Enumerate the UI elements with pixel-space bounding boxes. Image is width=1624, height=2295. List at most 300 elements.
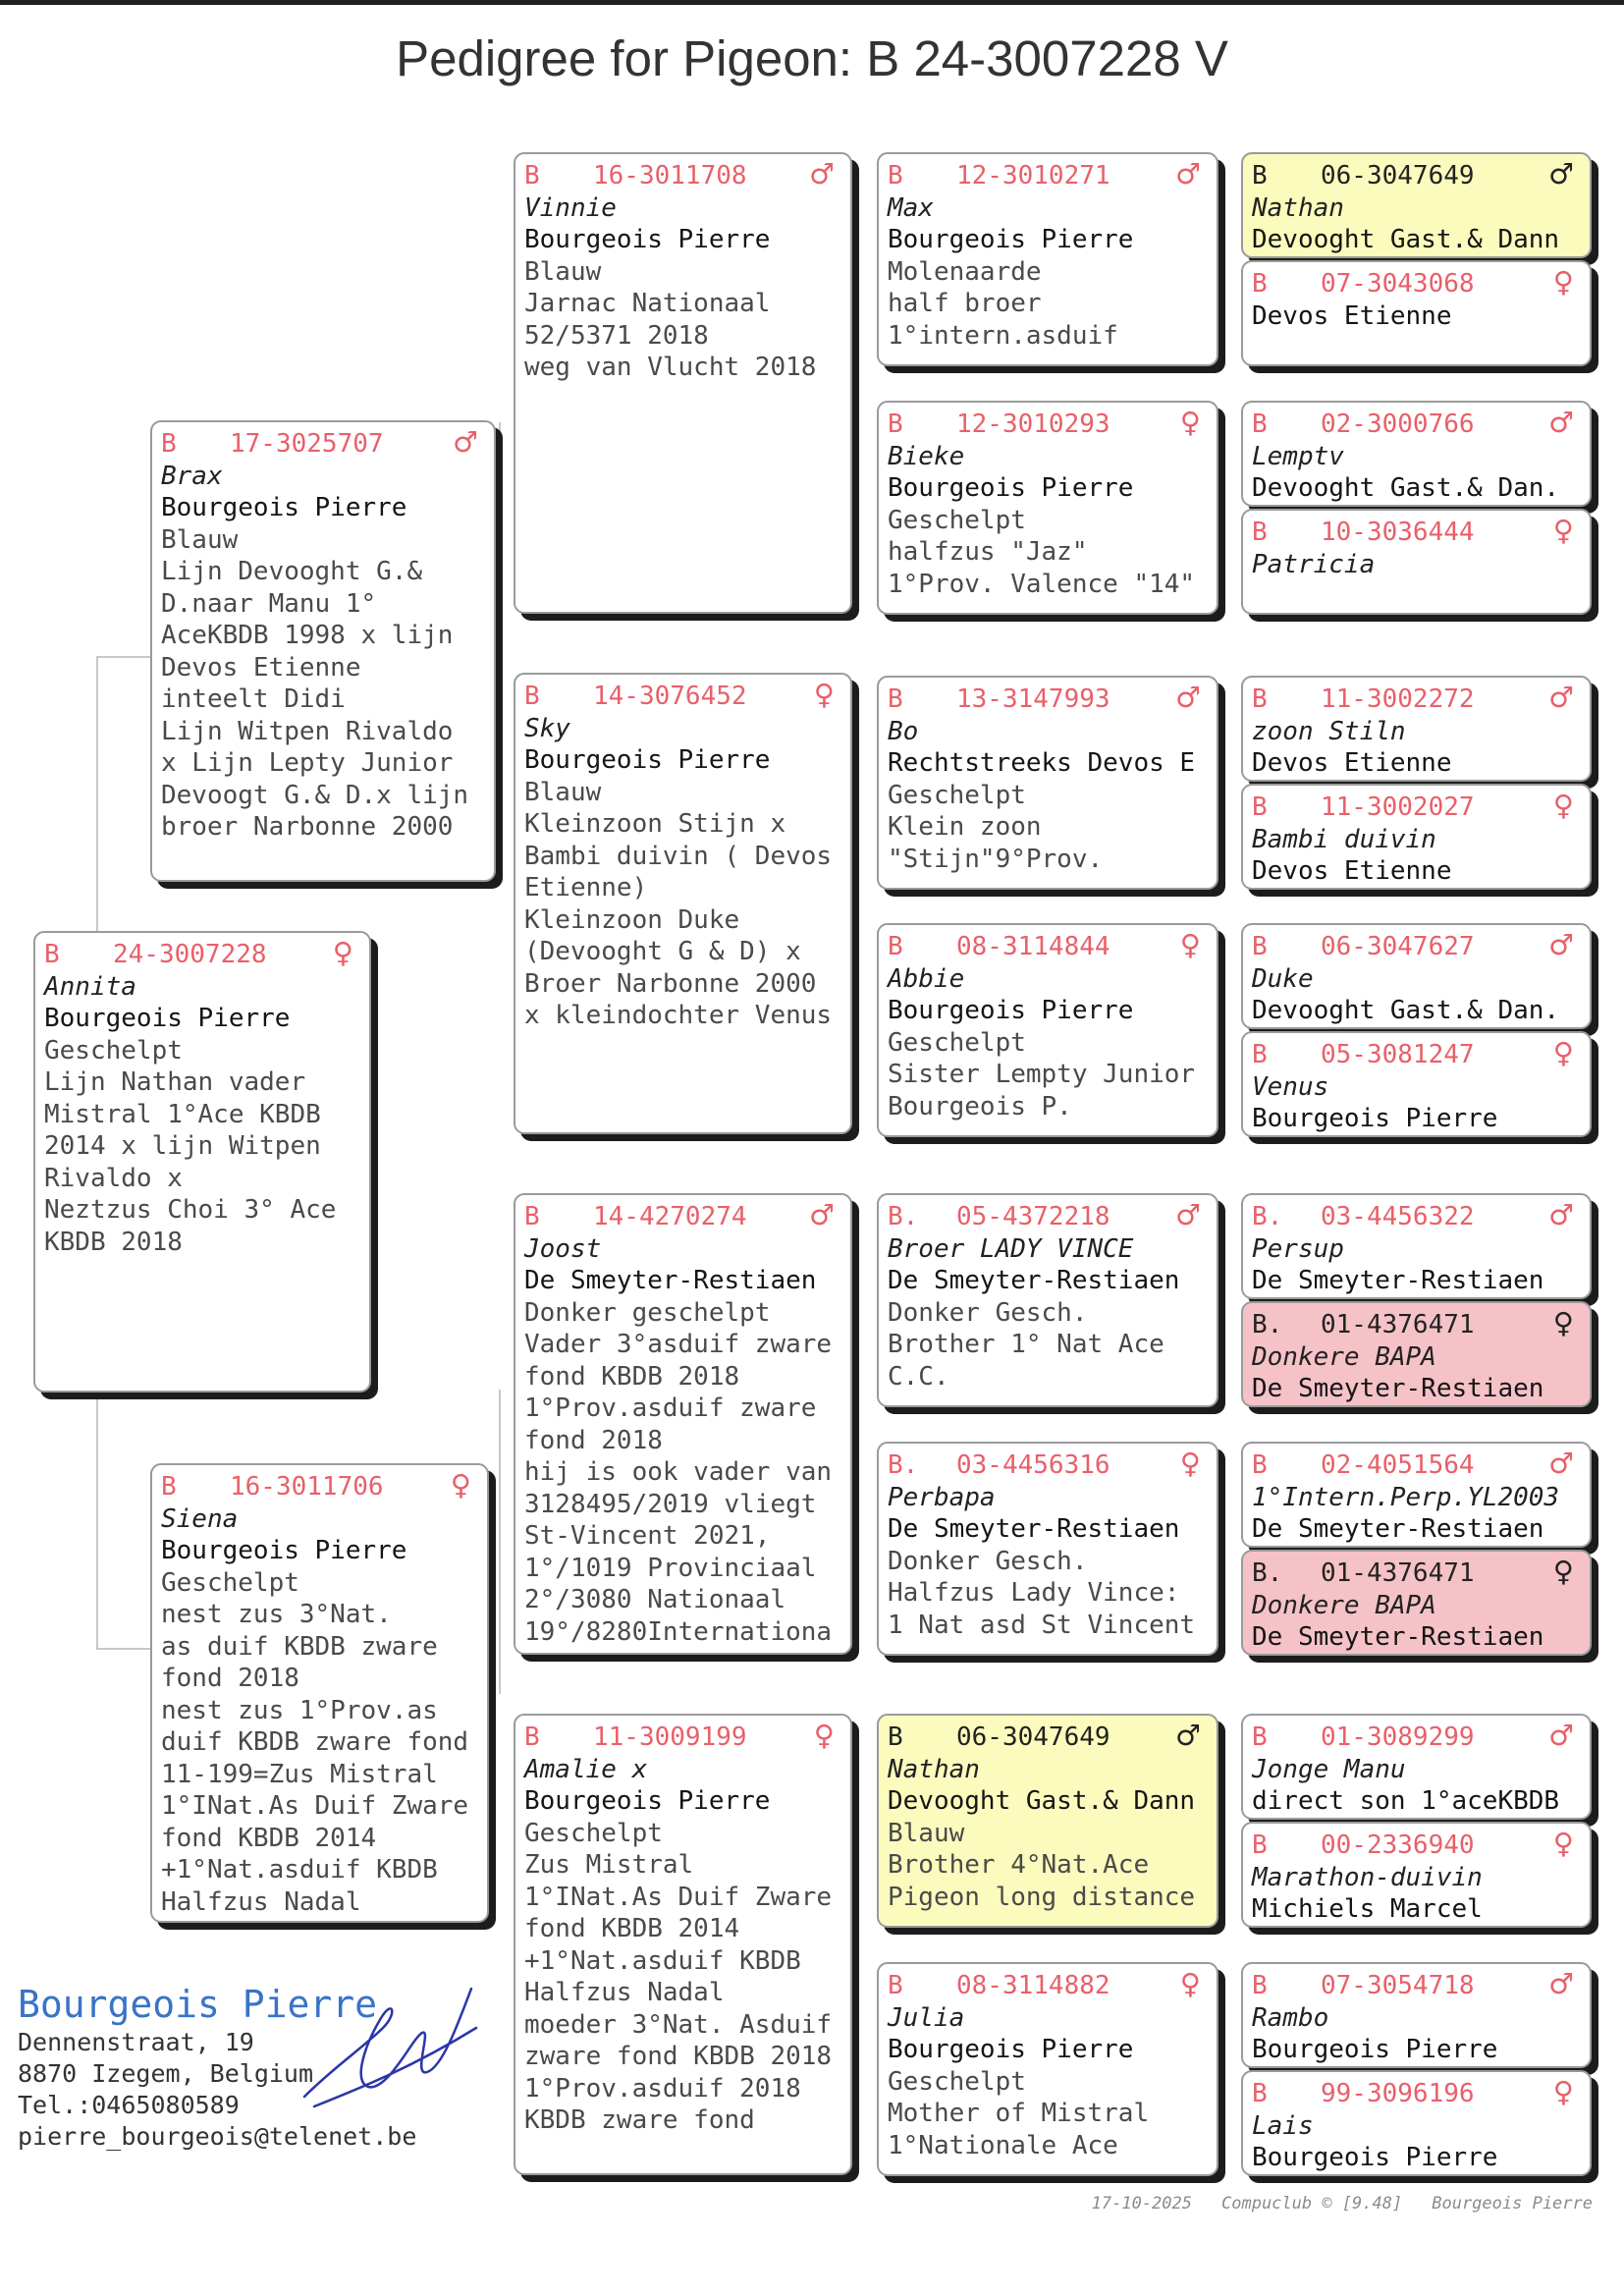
pigeon-owner: Bourgeois Pierre [524, 225, 771, 254]
print-date: 17-10-2025 [1091, 2194, 1192, 2213]
country-code: B [1252, 161, 1268, 191]
pigeon-card[interactable] [1241, 260, 1592, 366]
country-code: B. [888, 1450, 919, 1480]
pigeon-card[interactable] [1241, 1193, 1592, 1299]
pigeon-name: Rambo [1252, 2002, 1329, 2033]
pigeon-info-line: Geschelpt [888, 2066, 1026, 2097]
pigeon-name: Persup [1252, 1233, 1344, 1264]
ring-number: 12-3010271 [956, 161, 1110, 191]
pigeon-info-line: Molenaarde [888, 256, 1042, 287]
card-header [1252, 928, 1582, 963]
pigeon-owner: Bourgeois Pierre [888, 473, 1134, 503]
ring-number: 02-4051564 [1321, 1450, 1475, 1480]
pigeon-name: Perbapa [888, 1482, 996, 1512]
card-header [1252, 265, 1582, 301]
sex-symbol-icon: ♀ [1552, 265, 1574, 299]
card-header [1252, 1967, 1582, 2002]
country-code: B [1252, 518, 1268, 547]
sex-symbol-icon: ♀ [1179, 928, 1201, 961]
pigeon-name: Vinnie [524, 192, 617, 223]
pigeon-info-line: fond 2018 [524, 1425, 663, 1455]
pigeon-owner: De Smeyter-Restiaen [524, 1266, 817, 1295]
pigeon-info-line: C.C. [888, 1361, 949, 1392]
sex-symbol-icon: ♂ [1175, 1719, 1201, 1752]
pigeon-info-line: Geschelpt [888, 780, 1026, 810]
pigeon-info-line: moeder 3°Nat. Asduif [524, 2009, 833, 2040]
pigeon-info-line: Geschelpt [888, 1027, 1026, 1058]
sex-symbol-icon: ♀ [1552, 1036, 1574, 1069]
ring-number: 05-3081247 [1321, 1040, 1475, 1069]
connector-line [96, 656, 98, 933]
pigeon-name: Abbie [888, 963, 965, 994]
pigeon-info-line: Lijn Witpen Rivaldo [161, 716, 454, 746]
pigeon-owner: De Smeyter-Restiaen [1252, 1374, 1544, 1403]
card-header [1252, 1036, 1582, 1071]
sex-symbol-icon: ♂ [453, 425, 478, 459]
sex-symbol-icon: ♀ [1552, 2075, 1574, 2108]
software-credit: Compuclub © [9.48] [1221, 2194, 1403, 2213]
pigeon-name: Marathon-duivin [1252, 1862, 1483, 1892]
pigeon-info-line: (Devooght G & D) x [524, 937, 801, 966]
pigeon-info-line: AceKBDB 1998 x lijn [161, 621, 454, 650]
pigeon-name: Lemptv [1252, 441, 1344, 471]
pigeon-owner: Devooght Gast.& Dann [888, 1786, 1196, 1816]
pigeon-card[interactable] [1241, 1714, 1592, 1820]
pigeon-card[interactable] [514, 1714, 852, 2175]
sex-symbol-icon: ♂ [1175, 157, 1201, 191]
country-code: B [1252, 684, 1268, 714]
pigeon-name: Jonge Manu [1252, 1754, 1406, 1784]
pigeon-info-line: Jarnac Nationaal [524, 289, 771, 318]
pigeon-info-line: Sister Lempty Junior [888, 1060, 1196, 1089]
pigeon-name: Brax [161, 461, 223, 491]
footer-owner: Bourgeois Pierre [1432, 2194, 1593, 2213]
sex-symbol-icon: ♂ [809, 1198, 835, 1231]
pigeon-info-line: fond KBDB 2014 [161, 1823, 377, 1853]
pigeon-info-line: Bambi duivin ( Devos [524, 841, 833, 871]
pigeon-owner: Bourgeois Pierre [888, 2035, 1134, 2064]
connector-line [96, 656, 151, 658]
pigeon-info-line: fond KBDB 2018 [524, 1361, 740, 1392]
card-header [524, 1198, 842, 1233]
card-header [1252, 2075, 1582, 2110]
card-header [524, 1721, 842, 1754]
sex-symbol-icon: ♂ [809, 157, 835, 191]
country-code: B [1252, 1040, 1268, 1069]
pigeon-name: Amalie x [524, 1754, 648, 1784]
pigeon-name: Venus [1252, 1071, 1329, 1102]
pigeon-info-line: nest zus 1°Prov.as [161, 1695, 438, 1725]
breeder-phone: Tel.:0465080589 [18, 2091, 240, 2119]
sex-symbol-icon: ♀ [332, 936, 353, 969]
card-header [1252, 1306, 1582, 1341]
pigeon-info-line: Kleinzoon Duke [524, 904, 740, 935]
pigeon-info-line: Bourgeois P. [888, 1091, 1072, 1121]
sex-symbol-icon: ♀ [1552, 1306, 1574, 1339]
pigeon-card[interactable] [877, 1442, 1218, 1656]
ring-number: 11-3002272 [1321, 684, 1475, 714]
pigeon-info-line: 1°Prov.asduif 2018 [524, 2073, 801, 2104]
ring-number: 03-4456316 [956, 1450, 1110, 1480]
pigeon-card[interactable] [150, 1463, 489, 1923]
pigeon-name: 1°Intern.Perp.YL2003 [1252, 1482, 1560, 1512]
pigeon-info-line: Broer Narbonne 2000 [524, 968, 817, 999]
pigeon-info-line: 1°INat.As Duif Zware [161, 1791, 469, 1821]
pigeon-info-line: halfzus "Jaz" [888, 537, 1088, 567]
ring-number: 01-4376471 [1321, 1310, 1475, 1339]
pigeon-info-line: Halfzus Nadal [524, 1978, 725, 2007]
pigeon-card[interactable] [877, 401, 1218, 615]
pigeon-info-line: 1 Nat asd St Vincent [888, 1610, 1196, 1640]
pigeon-info-line: Blauw [524, 777, 602, 807]
country-code: B [1252, 1450, 1268, 1480]
pigeon-name: Duke [1252, 963, 1314, 994]
ring-number: 16-3011706 [230, 1472, 384, 1502]
pigeon-name: Julia [888, 2002, 965, 2033]
pigeon-name: Joost [524, 1233, 602, 1264]
pigeon-info-line: Geschelpt [161, 1567, 299, 1598]
ring-number: 07-3054718 [1321, 1971, 1475, 2000]
pigeon-info-line: "Stijn"9°Prov. [888, 844, 1104, 874]
pigeon-info-line: 1°intern.asduif [888, 320, 1118, 351]
pigeon-name: Lais [1252, 2110, 1314, 2141]
card-header [1252, 514, 1582, 549]
sex-symbol-icon: ♂ [1548, 1719, 1574, 1752]
card-header [1252, 683, 1582, 716]
pigeon-name: Donkere BAPA [1252, 1341, 1436, 1372]
ring-number: 05-4372218 [956, 1202, 1110, 1231]
pigeon-owner: De Smeyter-Restiaen [888, 1266, 1180, 1295]
country-code: B [888, 410, 903, 439]
pigeon-card[interactable] [514, 673, 852, 1134]
pigeon-info-line: 1°Nationale Ace [888, 2130, 1118, 2160]
pigeon-info-line: half broer [888, 289, 1042, 318]
pigeon-info-line: Pigeon long distance [888, 1882, 1196, 1912]
pigeon-name: zoon Stiln [1252, 716, 1406, 746]
pigeon-info-line: +1°Nat.asduif KBDB [524, 1945, 801, 1976]
pigeon-card[interactable] [877, 676, 1218, 890]
pigeon-info-line: Halfzus Lady Vince: [888, 1578, 1180, 1608]
pigeon-info-line: Rivaldo x [44, 1163, 183, 1193]
sex-symbol-icon: ♀ [1179, 1447, 1201, 1480]
sex-symbol-icon: ♂ [1548, 1198, 1574, 1231]
country-code: B. [1252, 1558, 1283, 1588]
pigeon-info-line: zware fond KBDB 2018 [524, 2042, 833, 2071]
ring-number: 13-3147993 [956, 684, 1110, 714]
sex-symbol-icon: ♂ [1548, 928, 1574, 961]
pigeon-card[interactable] [1241, 2070, 1592, 2176]
pigeon-info-line: Etienne) [524, 873, 648, 902]
pigeon-info-line: Vader 3°asduif zware [524, 1330, 833, 1359]
card-header [888, 157, 1209, 192]
connector-line [96, 1385, 98, 1650]
pigeon-card[interactable] [877, 1714, 1218, 1928]
pigeon-info-line: 2°/3080 Nationaal [524, 1585, 786, 1614]
pigeon-info-line: weg van Vlucht 2018 [524, 353, 817, 382]
pigeon-info-line: KBDB 2018 [44, 1227, 183, 1257]
ring-number: 03-4456322 [1321, 1202, 1475, 1231]
pigeon-info-line: hij is ook vader van [524, 1457, 833, 1487]
pigeon-info-line: Donker Gesch. [888, 1546, 1088, 1576]
country-code: B [888, 1722, 903, 1752]
pigeon-owner: Bourgeois Pierre [1252, 1104, 1498, 1133]
card-header [888, 1721, 1209, 1754]
card-header [44, 936, 361, 971]
pigeon-info-line: nest zus 3°Nat. [161, 1600, 392, 1629]
country-code: B [44, 940, 60, 969]
ring-number: 08-3114844 [956, 932, 1110, 961]
pigeon-card[interactable] [1241, 1442, 1592, 1548]
pigeon-owner: Devooght Gast.& Dann [1252, 225, 1560, 254]
pigeon-name: Bambi duivin [1252, 824, 1436, 854]
pigeon-owner: Bourgeois Pierre [161, 493, 407, 522]
pigeon-owner: Rechtstreeks Devos E [888, 748, 1196, 778]
breeder-city: 8870 Izegem, Belgium [18, 2059, 314, 2088]
pigeon-card[interactable] [1241, 509, 1592, 615]
pigeon-owner: Bourgeois Pierre [888, 225, 1134, 254]
sex-symbol-icon: ♀ [1552, 1827, 1574, 1860]
card-header [1252, 1198, 1582, 1233]
ring-number: 01-4376471 [1321, 1558, 1475, 1588]
ring-number: 06-3047649 [956, 1722, 1110, 1752]
country-code: B. [888, 1202, 919, 1231]
pigeon-owner: De Smeyter-Restiaen [1252, 1622, 1544, 1652]
pigeon-info-line: +1°Nat.asduif KBDB [161, 1855, 438, 1885]
pigeon-card[interactable] [877, 923, 1218, 1137]
breeder-email: pierre_bourgeois@telenet.be [18, 2122, 417, 2151]
pigeon-owner: Devos Etienne [1252, 301, 1452, 331]
card-header [161, 1468, 479, 1503]
breeder-street: Dennenstraat, 19 [18, 2028, 254, 2056]
card-header [524, 678, 842, 713]
pigeon-card[interactable] [1241, 923, 1592, 1029]
pigeon-card[interactable] [1241, 676, 1592, 782]
card-header [1252, 1827, 1582, 1862]
pigeon-owner: Michiels Marcel [1252, 1894, 1483, 1924]
pigeon-info-line: fond KBDB 2014 [524, 1914, 740, 1943]
ring-number: 11-3002027 [1321, 792, 1475, 822]
pigeon-info-line: fond 2018 [161, 1664, 299, 1693]
ring-number: 14-3076452 [593, 682, 747, 711]
pigeon-info-line: Brother 4°Nat.Ace [888, 1850, 1150, 1880]
ring-number: 06-3047627 [1321, 932, 1475, 961]
ring-number: 01-3089299 [1321, 1722, 1475, 1752]
pigeon-info-line: Donker Gesch. [888, 1297, 1088, 1328]
pigeon-info-line: Lijn Devooght G.& [161, 557, 423, 586]
pigeon-info-line: Geschelpt [888, 505, 1026, 535]
pigeon-owner: Devooght Gast.& Dan. [1252, 996, 1560, 1025]
pigeon-info-line: Mistral 1°Ace KBDB [44, 1099, 321, 1129]
sex-symbol-icon: ♂ [1548, 406, 1574, 439]
pigeon-card[interactable] [1241, 152, 1592, 258]
card-header [888, 1967, 1209, 2002]
pigeon-name: Sky [524, 713, 570, 743]
pigeon-info-line: duif KBDB zware fond [161, 1727, 469, 1757]
pigeon-info-line: KBDB zware fond [524, 2105, 755, 2135]
card-header [888, 1449, 1209, 1482]
pigeon-card[interactable] [33, 931, 371, 1393]
pigeon-card[interactable] [1241, 784, 1592, 890]
card-header [1252, 406, 1582, 441]
pigeon-info-line: as duif KBDB zware [161, 1631, 438, 1662]
pigeon-name: Nathan [888, 1754, 980, 1784]
pigeon-name: Bieke [888, 441, 965, 471]
pigeon-info-line: 19°/8280Internationa [524, 1616, 833, 1647]
country-code: B. [1252, 1310, 1283, 1339]
country-code: B [161, 429, 177, 459]
pigeon-info-line: D.naar Manu 1° [161, 588, 377, 619]
ring-number: 00-2336940 [1321, 1831, 1475, 1860]
sex-symbol-icon: ♂ [1548, 1967, 1574, 2000]
ring-number: 17-3025707 [230, 429, 384, 459]
pigeon-card[interactable] [877, 1193, 1218, 1407]
pigeon-card[interactable] [1241, 1550, 1592, 1656]
pigeon-info-line: 1°Prov.asduif zware [524, 1393, 817, 1423]
card-header [888, 406, 1209, 441]
card-header [888, 683, 1209, 716]
pigeon-info-line: Geschelpt [44, 1035, 183, 1066]
card-header [1252, 1449, 1582, 1482]
card-header [888, 928, 1209, 963]
country-code: B [1252, 932, 1268, 961]
pigeon-card[interactable] [1241, 1301, 1592, 1407]
pigeon-info-line: x Lijn Lepty Junior [161, 748, 454, 778]
pigeon-owner: De Smeyter-Restiaen [888, 1514, 1180, 1544]
pigeon-info-line: Geschelpt [524, 1818, 663, 1848]
country-code: B [1252, 1971, 1268, 2000]
pigeon-info-line: Blauw [524, 256, 602, 287]
pigeon-info-line: Devos Etienne [161, 652, 361, 683]
pigeon-info-line: Brother 1° Nat Ace [888, 1330, 1164, 1359]
ring-number: 12-3010293 [956, 410, 1110, 439]
ring-number: 08-3114882 [956, 1971, 1110, 2000]
pigeon-info-line: Zus Mistral [524, 1850, 694, 1880]
pigeon-info-line: 2014 x lijn Witpen [44, 1131, 321, 1161]
pigeon-owner: Devos Etienne [1252, 856, 1452, 886]
sex-symbol-icon: ♂ [1175, 681, 1201, 714]
pigeon-info-line: Neztzus Choi 3° Ace [44, 1195, 337, 1225]
ring-number: 02-3000766 [1321, 410, 1475, 439]
breeder-name: Bourgeois Pierre [18, 1983, 378, 2026]
country-code: B [1252, 269, 1268, 299]
pigeon-card[interactable] [1241, 1822, 1592, 1928]
pigeon-info-line: 11-199=Zus Mistral [161, 1759, 438, 1789]
card-header [888, 1198, 1209, 1233]
pigeon-owner: De Smeyter-Restiaen [1252, 1266, 1544, 1295]
pigeon-name: Nathan [1252, 192, 1344, 223]
country-code: B [524, 161, 540, 191]
sex-symbol-icon: ♀ [1552, 789, 1574, 822]
pigeon-owner: direct son 1°aceKBDB [1252, 1786, 1560, 1816]
pigeon-owner: Bourgeois Pierre [1252, 2143, 1498, 2172]
pigeon-owner: De Smeyter-Restiaen [1252, 1514, 1544, 1544]
sex-symbol-icon: ♂ [1548, 681, 1574, 714]
card-header [1252, 157, 1582, 192]
footer [1062, 2194, 1593, 2213]
connector-line [499, 1390, 501, 1694]
pigeon-name: Donkere BAPA [1252, 1590, 1436, 1620]
pigeon-info-line: Halfzus Nadal [161, 1886, 361, 1917]
pigeon-info-line: 52/5371 2018 [524, 320, 709, 351]
connector-line [96, 1648, 151, 1650]
pigeon-card[interactable] [1241, 401, 1592, 507]
pigeon-owner: Bourgeois Pierre [44, 1004, 291, 1033]
pigeon-name: Annita [44, 971, 136, 1002]
pigeon-card[interactable] [1241, 1031, 1592, 1137]
pigeon-info-line: 1°Prov. Valence "14" [888, 569, 1196, 599]
page-title: Pedigree for Pigeon: B 24-3007228 V [396, 30, 1228, 86]
pigeon-name: Broer LADY VINCE [888, 1233, 1134, 1264]
top-rule [0, 0, 1624, 5]
pigeon-info-line: inteelt Didi [161, 684, 346, 714]
connector-line [499, 422, 501, 687]
pigeon-info-line: 1°INat.As Duif Zware [524, 1882, 833, 1912]
country-code: B [1252, 1831, 1268, 1860]
sex-symbol-icon: ♀ [1552, 1555, 1574, 1588]
pigeon-info-line: Lijn Nathan vader [44, 1067, 306, 1097]
country-code: B [1252, 2079, 1268, 2108]
pigeon-info-line: St-Vincent 2021, [524, 1521, 771, 1551]
country-code: B [1252, 1722, 1268, 1752]
sex-symbol-icon: ♀ [1552, 514, 1574, 547]
sex-symbol-icon: ♀ [813, 1719, 835, 1752]
pigeon-name: Max [888, 192, 934, 223]
pigeon-info-line: Blauw [161, 524, 239, 555]
sex-symbol-icon: ♀ [450, 1468, 471, 1502]
pigeon-info-line: Donker geschelpt [524, 1297, 771, 1328]
country-code: B [524, 1202, 540, 1231]
pigeon-info-line: broer Narbonne 2000 [161, 812, 454, 842]
pigeon-info-line: Blauw [888, 1818, 965, 1848]
pigeon-owner: Bourgeois Pierre [161, 1536, 407, 1565]
pigeon-info-line: Mother of Mistral [888, 2099, 1150, 2128]
card-header [524, 157, 842, 192]
card-header [1252, 1721, 1582, 1754]
pigeon-owner: Bourgeois Pierre [524, 1786, 771, 1816]
pigeon-card[interactable] [514, 152, 852, 614]
ring-number: 16-3011708 [593, 161, 747, 191]
pigeon-info-line: Devoogt G.& D.x lijn [161, 780, 469, 810]
pigeon-card[interactable] [1241, 1962, 1592, 2068]
sex-symbol-icon: ♀ [813, 678, 835, 711]
pigeon-owner: Devos Etienne [1252, 748, 1452, 778]
pigeon-owner: Devooght Gast.& Dan. [1252, 473, 1560, 503]
pigeon-card[interactable] [877, 152, 1218, 366]
card-header [1252, 789, 1582, 824]
sex-symbol-icon: ♂ [1548, 1447, 1574, 1480]
pigeon-owner: Bourgeois Pierre [524, 745, 771, 775]
country-code: B [524, 1722, 540, 1752]
pigeon-owner: Bourgeois Pierre [888, 996, 1134, 1025]
ring-number: 06-3047649 [1321, 161, 1475, 191]
country-code: B [888, 161, 903, 191]
country-code: B. [1252, 1202, 1283, 1231]
pigeon-card[interactable] [877, 1962, 1218, 2176]
pigeon-info-line: 1°/1019 Provinciaal [524, 1553, 817, 1583]
sex-symbol-icon: ♂ [1175, 1198, 1201, 1231]
pigeon-info-line: 3128495/2019 vliegt [524, 1489, 817, 1519]
card-header [161, 425, 486, 461]
country-code: B [1252, 792, 1268, 822]
ring-number: 11-3009199 [593, 1722, 747, 1752]
pigeon-card[interactable] [150, 420, 496, 882]
country-code: B [888, 932, 903, 961]
pigeon-card[interactable] [514, 1193, 852, 1655]
ring-number: 14-4270274 [593, 1202, 747, 1231]
pigeon-info-line: Kleinzoon Stijn x [524, 809, 786, 839]
sex-symbol-icon: ♀ [1179, 1967, 1201, 2000]
card-header [1252, 1557, 1582, 1590]
